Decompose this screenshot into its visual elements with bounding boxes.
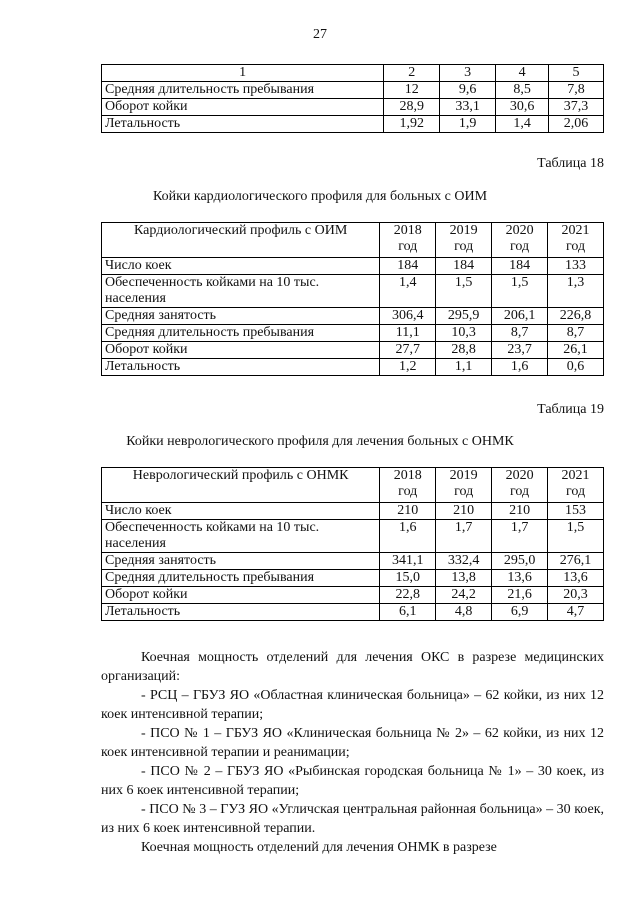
- cell-value: 7,8: [549, 82, 604, 99]
- cell-value: 1,7: [492, 520, 548, 553]
- cell-value: 0,6: [548, 359, 604, 376]
- year-value: 2018: [393, 468, 422, 483]
- table-row: [102, 99, 604, 116]
- year-suffix: год: [454, 484, 474, 499]
- cell-value: 6,9: [492, 604, 548, 621]
- table-row: [102, 359, 604, 376]
- row-label: Летальность: [102, 359, 380, 376]
- cell-value: 210: [380, 503, 436, 520]
- cell-value: 28,8: [436, 342, 492, 359]
- paragraph-onmk: Коечная мощность отделений для лечения ОНМК в разрезе: [141, 840, 497, 855]
- table-row: [102, 570, 604, 587]
- year-suffix: год: [398, 239, 418, 254]
- cell-value: 6,1: [380, 604, 436, 621]
- row-label: Число коек: [102, 503, 380, 520]
- table-18-caption: Таблица 18: [537, 156, 604, 171]
- row-label: Средняя занятость: [102, 308, 380, 325]
- cell-value: 184: [380, 258, 436, 275]
- cell-value: 210: [436, 503, 492, 520]
- table-row: [102, 553, 604, 570]
- cell-value: 8,5: [496, 82, 549, 99]
- row-label: Средняя занятость: [102, 553, 380, 570]
- cell-value: 133: [548, 258, 604, 275]
- paragraph-intro: Коечная мощность отделений для лечения ОКС в разрезе медицинских организаций:: [101, 650, 604, 684]
- table-19-caption: Таблица 19: [537, 402, 604, 417]
- table-header-row: [102, 223, 604, 258]
- table-row: [102, 275, 604, 308]
- year-value: 2021: [561, 468, 590, 483]
- cell-value: 276,1: [548, 553, 604, 570]
- cell-value: 23,7: [492, 342, 548, 359]
- table-18-title: Койки кардиологического профиля для больных с ОИМ: [152, 189, 488, 204]
- cell-value: 332,4: [436, 553, 492, 570]
- table-header-year: [492, 468, 548, 503]
- year-value: 2018: [393, 223, 422, 238]
- cell-value: 13,6: [492, 570, 548, 587]
- cell-value: 1,5: [548, 520, 604, 553]
- table-header-year: [436, 468, 492, 503]
- paragraph-item-rsc: - РСЦ – ГБУЗ ЯО «Областная клиническая больница» – 62 койки, из них 12 коек интенсивной терапии;: [101, 688, 604, 722]
- cell-value: 1,2: [380, 359, 436, 376]
- year-suffix: год: [510, 239, 530, 254]
- cell-value: 1,6: [380, 520, 436, 553]
- table-18: [101, 222, 604, 376]
- cell-value: 1,4: [496, 116, 549, 133]
- cell-value: 295,0: [492, 553, 548, 570]
- cell-value: 4,7: [548, 604, 604, 621]
- table-row: [102, 520, 604, 553]
- cell-value: 11,1: [380, 325, 436, 342]
- table-row: [102, 325, 604, 342]
- table-header-year: [548, 468, 604, 503]
- table-continued: [101, 64, 604, 133]
- cell-value: 295,9: [436, 308, 492, 325]
- page-number: 27: [313, 27, 327, 42]
- cell-value: 15,0: [380, 570, 436, 587]
- cell-value: 1,7: [436, 520, 492, 553]
- year-value: 2021: [561, 223, 590, 238]
- table-header-cell: 1: [102, 65, 384, 82]
- cell-value: 28,9: [384, 99, 440, 116]
- cell-value: 341,1: [380, 553, 436, 570]
- table-row: [102, 587, 604, 604]
- year-suffix: год: [454, 239, 474, 254]
- row-label: Средняя длительность пребывания: [102, 82, 384, 99]
- cell-value: 2,06: [549, 116, 604, 133]
- table-row: [102, 82, 604, 99]
- row-label: Летальность: [102, 604, 380, 621]
- year-suffix: год: [398, 484, 418, 499]
- row-label: Оборот койки: [102, 342, 380, 359]
- cell-value: 226,8: [548, 308, 604, 325]
- cell-value: 13,6: [548, 570, 604, 587]
- cell-value: 1,4: [380, 275, 436, 308]
- year-suffix: год: [565, 239, 586, 254]
- cell-value: 8,7: [492, 325, 548, 342]
- cell-value: 1,5: [436, 275, 492, 308]
- year-suffix: год: [510, 484, 530, 499]
- table-header-year: [548, 223, 604, 258]
- cell-value: 27,7: [380, 342, 436, 359]
- cell-value: 21,6: [492, 587, 548, 604]
- year-value: 2020: [505, 223, 534, 238]
- table-row: [102, 342, 604, 359]
- cell-value: 1,3: [548, 275, 604, 308]
- paragraph-item-pso2: - ПСО № 2 – ГБУЗ ЯО «Рыбинская городская больница № 1» – 30 коек, из них 6 коек интенсивной терапии;: [101, 764, 604, 798]
- cell-value: 1,6: [492, 359, 548, 376]
- table-header-year: [436, 223, 492, 258]
- cell-value: 33,1: [440, 99, 496, 116]
- paragraph-item-pso1: - ПСО № 1 – ГБУЗ ЯО «Клиническая больница № 2» – 62 койки, из них 12 коек интенсивной терапии и реанимации;: [101, 726, 604, 760]
- table-19: [101, 467, 604, 621]
- row-label: Обеспеченность койками на 10 тыс. населения: [102, 275, 380, 308]
- cell-value: 1,9: [440, 116, 496, 133]
- table-header-cell: 2: [384, 65, 440, 82]
- cell-value: 30,6: [496, 99, 549, 116]
- table-header-row: [102, 65, 604, 82]
- year-value: 2019: [449, 223, 478, 238]
- cell-value: 1,92: [384, 116, 440, 133]
- table-header-row: [102, 468, 604, 503]
- row-label: Оборот койки: [102, 99, 384, 116]
- paragraph-item-pso3: - ПСО № 3 – ГУЗ ЯО «Угличская центральная районная больница» – 30 коек, из них 6 коек интенсивной терапии.: [101, 802, 604, 836]
- cell-value: 206,1: [492, 308, 548, 325]
- cell-value: 24,2: [436, 587, 492, 604]
- row-label: Число коек: [102, 258, 380, 275]
- cell-value: 184: [436, 258, 492, 275]
- cell-value: 4,8: [436, 604, 492, 621]
- cell-value: 153: [548, 503, 604, 520]
- cell-value: 184: [492, 258, 548, 275]
- cell-value: 13,8: [436, 570, 492, 587]
- cell-value: 306,4: [380, 308, 436, 325]
- cell-value: 20,3: [548, 587, 604, 604]
- table-header-year: [380, 223, 436, 258]
- row-label: Обеспеченность койками на 10 тыс. населения: [102, 520, 380, 553]
- year-value: 2020: [505, 468, 534, 483]
- table-header-cell: 3: [440, 65, 496, 82]
- year-suffix: год: [565, 484, 586, 499]
- table-header-year: [380, 468, 436, 503]
- cell-value: 1,5: [492, 275, 548, 308]
- cell-value: 12: [384, 82, 440, 99]
- table-row: [102, 116, 604, 133]
- row-label: Средняя длительность пребывания: [102, 325, 380, 342]
- cell-value: 1,1: [436, 359, 492, 376]
- table-row: [102, 258, 604, 275]
- cell-value: 9,6: [440, 82, 496, 99]
- table-row: [102, 503, 604, 520]
- cell-value: 10,3: [436, 325, 492, 342]
- table-header-cell: 4: [496, 65, 549, 82]
- cell-value: 22,8: [380, 587, 436, 604]
- table-row: [102, 604, 604, 621]
- cell-value: 37,3: [549, 99, 604, 116]
- row-label: Оборот койки: [102, 587, 380, 604]
- row-label: Средняя длительность пребывания: [102, 570, 380, 587]
- table-header-cell: 5: [549, 65, 604, 82]
- table-row: [102, 308, 604, 325]
- cell-value: 26,1: [548, 342, 604, 359]
- table-header-year: [492, 223, 548, 258]
- cell-value: 8,7: [548, 325, 604, 342]
- table-header-label: Кардиологический профиль с ОИМ: [102, 223, 380, 258]
- table-19-title: Койки неврологического профиля для лечения больных с ОНМК: [126, 434, 514, 449]
- table-header-label: Неврологический профиль с ОНМК: [102, 468, 380, 503]
- row-label: Летальность: [102, 116, 384, 133]
- year-value: 2019: [449, 468, 478, 483]
- cell-value: 210: [492, 503, 548, 520]
